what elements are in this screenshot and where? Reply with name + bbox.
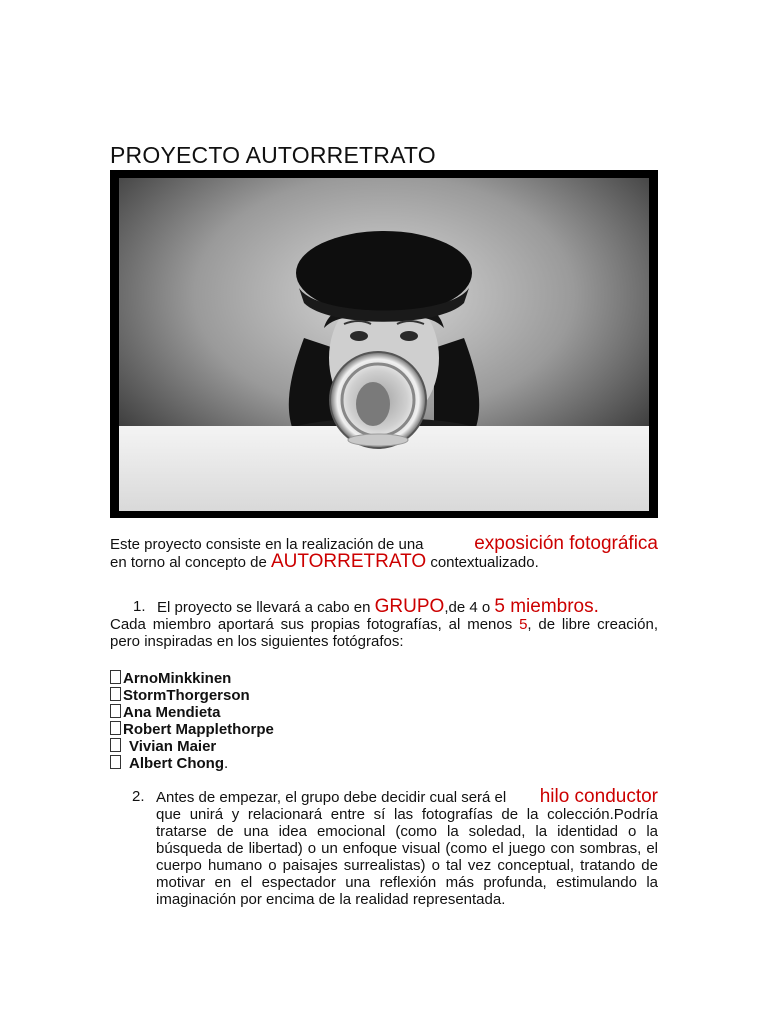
item-1-text-3: Cada miembro aportará sus propias fotografías, al menos [110,616,513,633]
item-1-text-1: El proyecto se llevará a cabo en [157,599,371,616]
missing-glyph-icon [110,687,121,701]
list-item-2 [132,786,658,908]
item-1-highlight-miembros: 5 miembros. [494,596,599,617]
item-2-number: 2. [132,788,145,805]
page-title: PROYECTO AUTORRETRATO [110,142,436,168]
list-item [110,704,274,721]
item-1-highlight-5: 5 [519,616,528,633]
photographer-name: Vivian Maier [129,738,217,755]
list-item-1 [110,598,658,650]
missing-glyph-icon [110,704,121,718]
intro-text-2: en torno al concepto de [110,554,267,571]
self-portrait-photo [110,170,658,518]
intro-highlight-exposicion: exposición fotográfica [474,533,658,554]
photographer-name: StormThorgerson [123,687,250,704]
list-item [110,721,274,738]
item-2-text-1: Antes de empezar, el grupo debe decidir cual será el [156,789,507,806]
item-1-text-2: ,de 4 o [444,599,491,616]
photographer-name: Ana Mendieta [123,704,221,721]
photographers-list [110,670,274,772]
intro-text-1: Este proyecto consiste en la realización de una [110,536,424,553]
list-item [110,738,274,755]
item-1-highlight-grupo: GRUPO [374,596,445,617]
photographer-name: Albert Chong [129,755,224,772]
item-1-number: 1. [133,598,146,615]
item-2-highlight-hilo: hilo conductor [539,786,658,807]
list-end-period: . [224,755,229,772]
list-item [110,670,274,687]
missing-glyph-icon [110,755,121,769]
item-1-text-4: , de libre creación, pero inspiradas en los siguientes fotógrafos: [110,616,658,650]
missing-glyph-icon [110,670,121,684]
list-item [110,755,274,772]
photographer-name: Robert Mapplethorpe [123,721,274,738]
photographer-name: ArnoMinkkinen [123,670,232,687]
item-2-text-2: que unirá y relacionará entre sí las fotografías de la colección.Podría tratarse de una idea emocional (como la soledad, la identidad o la búsqueda de libertad) o un enfoque visual (como el juego con sombras, el cuerpo humano o paisajes surrealistas) o tal vez conceptual, tratando de motivar en el espectador una reflexión más profunda, estimulando la imaginación por encima de la realidad representada. [156,806,658,908]
intro-paragraph [110,535,658,571]
intro-highlight-autorretrato: AUTORRETRATO [270,551,427,572]
missing-glyph-icon [110,738,121,752]
intro-text-3: contextualizado. [430,554,539,571]
list-item [110,687,274,704]
missing-glyph-icon [110,721,121,735]
photo-image [119,178,649,511]
